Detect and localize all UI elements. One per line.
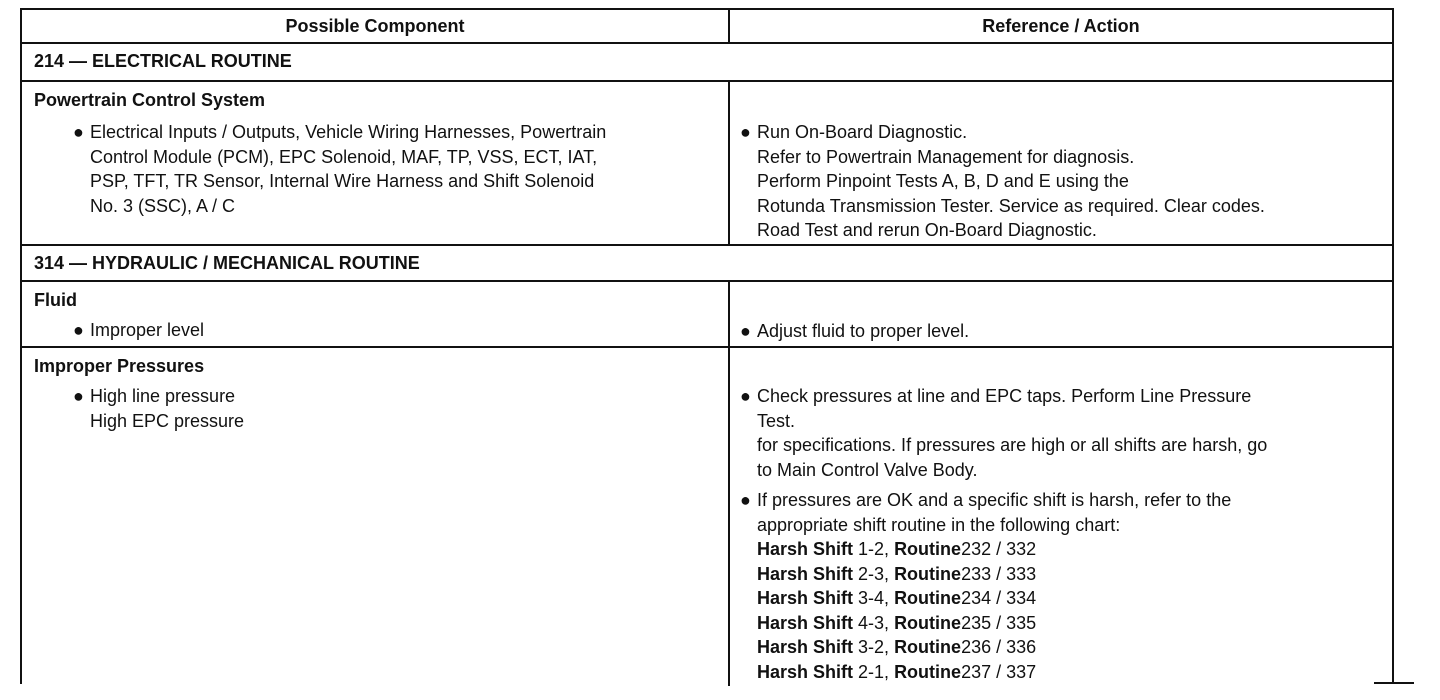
action-line: If pressures are OK and a specific shift is harsh, refer to the: [757, 490, 1232, 510]
shift-code: 4-3: [858, 612, 885, 633]
action-line: Check pressures at line and EPC taps. Perform Line Pressure: [757, 386, 1252, 406]
harsh-shift-line: Harsh Shift 2-3, Routine233 / 333: [757, 563, 1037, 584]
action-line: Perform Pinpoint Tests A, B, D and E using the: [757, 171, 1129, 191]
pressures-action-2: [740, 488, 1232, 684]
routine-code: 236 / 336: [961, 637, 1037, 657]
shift-code: 2-1: [858, 661, 885, 682]
group-title-fluid: Fluid: [34, 290, 77, 310]
harsh-shift-label: Harsh Shift: [757, 637, 854, 657]
harsh-shift-line: Harsh Shift 4-3, Routine235 / 335: [757, 612, 1037, 633]
routine-label: Routine: [894, 563, 962, 584]
header-possible-component: Possible Component: [22, 10, 730, 42]
component-line: High line pressure: [90, 386, 236, 406]
harsh-shift-line: Harsh Shift 2-1, Routine237 / 337: [757, 661, 1037, 682]
powertrain-action-list: [740, 120, 1265, 243]
component-line: Control Module (PCM), EPC Solenoid, MAF, TP, VSS, ECT, IAT,: [90, 146, 598, 167]
group-title-pressures: Improper Pressures: [34, 356, 205, 376]
bullet-icon: ●: [73, 386, 84, 406]
bullet-icon: ●: [740, 490, 751, 510]
component-line: No. 3 (SSC), A / C: [90, 195, 236, 216]
shift-code: 3-2: [858, 637, 885, 657]
component-line: High EPC pressure: [90, 410, 245, 431]
harsh-shift-line: Harsh Shift 1-2, Routine232 / 332: [757, 539, 1037, 559]
component-line: PSP, TFT, TR Sensor, Internal Wire Harness and Shift Solenoid: [90, 171, 595, 191]
harsh-shift-label: Harsh Shift: [757, 612, 854, 633]
harsh-shift-label: Harsh Shift: [757, 588, 854, 608]
powertrain-action-cell: [730, 82, 1392, 244]
action-line: Run On-Board Diagnostic.: [757, 122, 968, 142]
shift-code: 1-2: [858, 539, 885, 559]
action-line: Road Test and rerun On-Board Diagnostic.: [757, 220, 1097, 240]
bullet-icon: ●: [73, 122, 84, 142]
harsh-shift-list: [757, 537, 1231, 684]
routine-label: Routine: [894, 637, 962, 657]
component-line: Electrical Inputs / Outputs, Vehicle Wiring Harnesses, Powertrain: [90, 122, 607, 142]
action-line: Rotunda Transmission Tester. Service as required. Clear codes.: [757, 195, 1265, 216]
routine-label: Routine: [894, 661, 962, 682]
action-line: appropriate shift routine in the following chart:: [757, 514, 1121, 535]
group-title-powertrain: Powertrain Control System: [34, 90, 266, 110]
routine-code: 237 / 337: [961, 661, 1037, 682]
routine-label: Routine: [894, 612, 962, 633]
routine-code: 234 / 334: [961, 588, 1037, 608]
harsh-shift-label: Harsh Shift: [757, 563, 854, 584]
action-line: Adjust fluid to proper level.: [757, 321, 970, 341]
section-title-hydraulic: 314 — HYDRAULIC / MECHANICAL ROUTINE: [22, 246, 1392, 282]
table-bottom-rule: [1374, 682, 1414, 684]
row-improper-pressures: [22, 348, 1392, 686]
routine-code: 233 / 333: [961, 563, 1037, 584]
harsh-shift-line: Harsh Shift 3-4, Routine234 / 334: [757, 588, 1037, 608]
section-title-electrical: 214 — ELECTRICAL ROUTINE: [22, 44, 1392, 82]
routine-code: 235 / 335: [961, 612, 1037, 633]
harsh-shift-label: Harsh Shift: [757, 661, 854, 682]
table-header-row: [22, 10, 1392, 44]
row-fluid: [22, 282, 1392, 348]
fluid-component-cell: [22, 282, 730, 346]
fluid-action: [740, 319, 970, 344]
action-line: Test.: [757, 410, 796, 431]
fluid-component: [73, 318, 205, 343]
pressures-action-1: [740, 384, 1268, 482]
harsh-shift-line: Harsh Shift 3-2, Routine236 / 336: [757, 637, 1037, 657]
bullet-icon: ●: [740, 321, 751, 341]
powertrain-component-cell: [22, 82, 730, 244]
header-reference-action: Reference / Action: [982, 16, 1140, 36]
pressures-component-cell: [22, 348, 730, 686]
action-line: Refer to Powertrain Management for diagnosis.: [757, 146, 1135, 167]
action-line: to Main Control Valve Body.: [757, 459, 978, 480]
fluid-action-cell: [730, 282, 1392, 346]
bullet-icon: ●: [740, 122, 751, 142]
pressures-action-cell: [730, 348, 1392, 686]
harsh-shift-label: Harsh Shift: [757, 539, 854, 559]
component-line: Improper level: [90, 320, 205, 340]
routine-label: Routine: [894, 588, 962, 608]
action-line: for specifications. If pressures are high or all shifts are harsh, go: [757, 435, 1268, 455]
pressures-component-list: [73, 384, 245, 433]
diagnostic-table: [20, 8, 1394, 684]
row-powertrain-control-system: [22, 82, 1392, 246]
shift-code: 2-3: [858, 563, 885, 584]
powertrain-component-list: [73, 120, 607, 218]
bullet-icon: ●: [740, 386, 751, 406]
bullet-icon: ●: [73, 320, 84, 340]
routine-code: 232 / 332: [961, 539, 1037, 559]
shift-code: 3-4: [858, 588, 885, 608]
routine-label: Routine: [894, 539, 962, 559]
